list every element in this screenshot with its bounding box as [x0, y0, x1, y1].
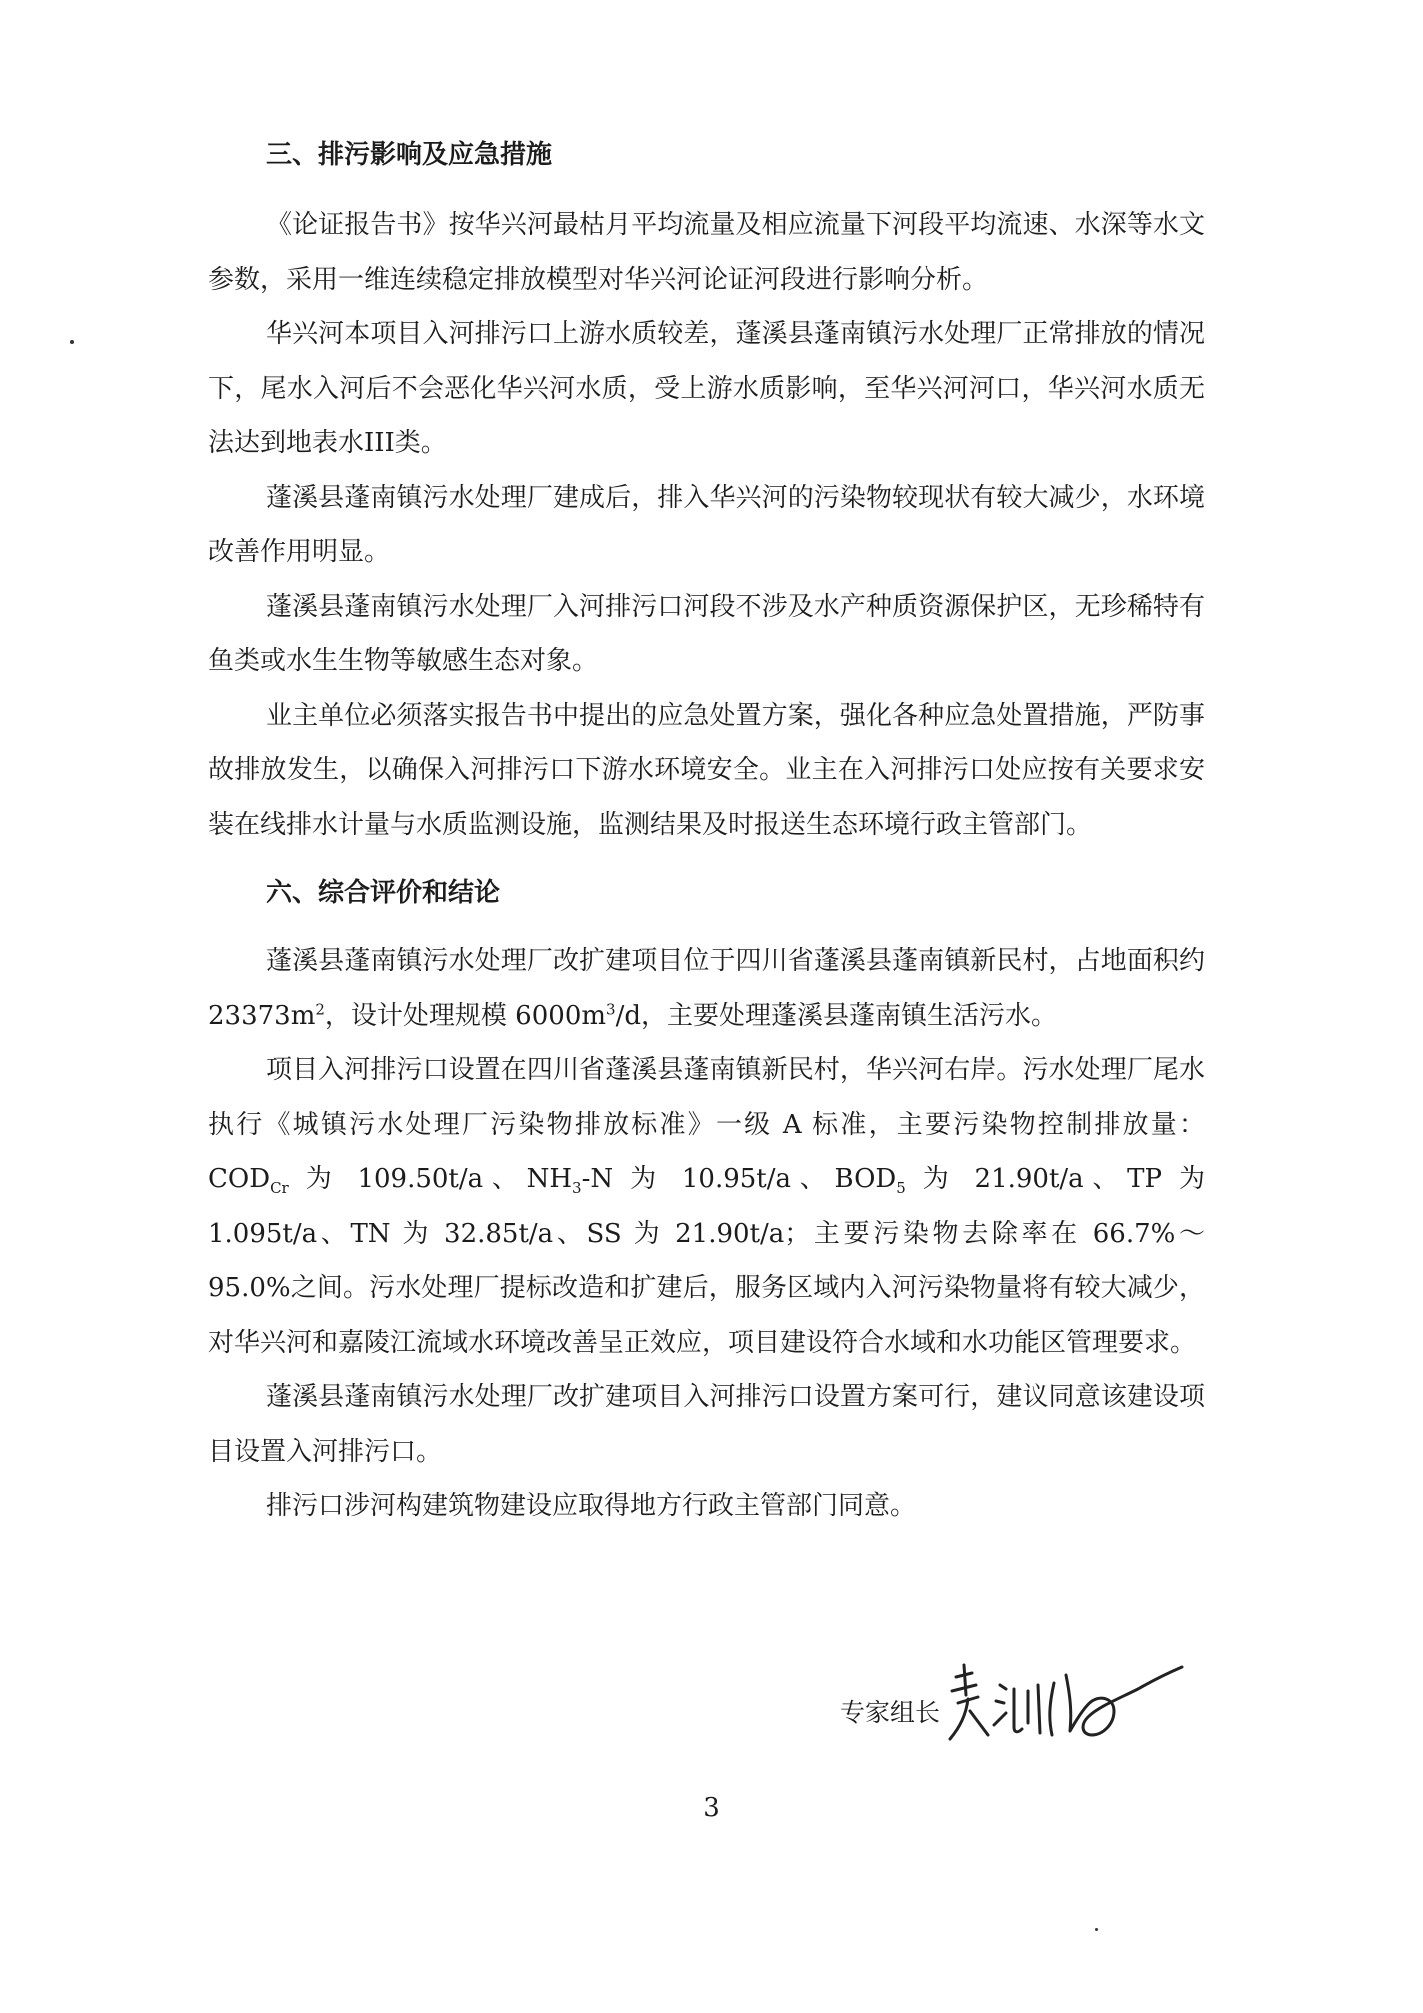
- handwritten-signature: [942, 1655, 1187, 1755]
- section-3-paragraph-2: 华兴河本项目入河排污口上游水质较差，蓬溪县蓬南镇污水处理厂正常排放的情况下，尾水入河后不会恶化华兴河水质，受上游水质影响，至华兴河河口，华兴河水质无法达到地表水III类。: [208, 319, 1205, 458]
- text-run: 为 109.50t/a、NH: [288, 1164, 573, 1194]
- superscript: 2: [315, 999, 325, 1018]
- text-run: ，设计处理规模 6000m: [324, 1000, 607, 1031]
- section-6-heading: 六、综合评价和结论: [266, 878, 501, 908]
- signature-label: 专家组长: [840, 1698, 941, 1727]
- section-3-paragraph-3: 蓬溪县蓬南镇污水处理厂建成后，排入华兴河的污染物较现状有较大减少，水环境改善作用明显。: [208, 482, 1205, 567]
- section-6-paragraph-2: [208, 1043, 1205, 1370]
- subscript: 3: [572, 1179, 582, 1198]
- superscript: 3: [606, 999, 616, 1018]
- text-run: 为 21.90t/a、TP 为 1.095t/a、TN 为 32.85t/a、SS 为 21.90t/a；主要污染物去除率在 66.7%～95.0%之间。污水处理厂提标改造和扩建后，服务区域内入河污染物量将有较大减少，对华兴河和嘉陵江流域水环境改善呈正效应，项目建设符合水域和水功能区管理要求。: [208, 1164, 1205, 1358]
- scan-speck: [70, 340, 74, 344]
- subscript: Cr: [270, 1179, 289, 1198]
- section-3-heading: 三、排污影响及应急措施: [266, 140, 553, 170]
- document-body: [208, 130, 1205, 1534]
- subscript: 5: [896, 1179, 906, 1198]
- signature-block: [840, 1655, 1187, 1755]
- section-3-paragraph-4: 蓬溪县蓬南镇污水处理厂入河排污口河段不涉及水产种质资源保护区，无珍稀特有鱼类或水生生物等敏感生态对象。: [208, 591, 1205, 676]
- scan-speck: [1095, 1928, 1098, 1931]
- text-run: -N 为 10.95t/a、BOD: [581, 1164, 897, 1194]
- section-6-paragraph-4: 排污口涉河构建筑物建设应取得地方行政主管部门同意。: [266, 1491, 917, 1521]
- section-3-paragraph-1: 《论证报告书》按华兴河最枯月平均流量及相应流量下河段平均流速、水深等水文参数，采用一维连续稳定排放模型对华兴河论证河段进行影响分析。: [208, 210, 1205, 295]
- section-6-paragraph-1: [208, 934, 1205, 1043]
- page-number: 3: [703, 1793, 720, 1823]
- text-run: /d，主要处理蓬溪县蓬南镇生活污水。: [615, 1000, 1057, 1031]
- section-6-paragraph-3: 蓬溪县蓬南镇污水处理厂改扩建项目入河排污口设置方案可行，建议同意该建设项目设置入河排污口。: [208, 1382, 1205, 1467]
- section-3-paragraph-5: 业主单位必须落实报告书中提出的应急处置方案，强化各种应急处置措施，严防事故排放发生，以确保入河排污口下游水环境安全。业主在入河排污口处应按有关要求安装在线排水计量与水质监测设施，监测结果及时报送生态环境行政主管部门。: [208, 700, 1205, 840]
- text-run: 项目入河排污口设置在四川省蓬溪县蓬南镇新民村，华兴河右岸。污水处理厂尾水执行《城镇污水处理厂污染物排放标准》一级 A 标准，主要污染物控制排放量：COD: [208, 1055, 1205, 1194]
- text-run: 蓬溪县蓬南镇污水处理厂改扩建项目位于四川省蓬溪县蓬南镇新民村，占地面积约 23373m: [208, 946, 1205, 1031]
